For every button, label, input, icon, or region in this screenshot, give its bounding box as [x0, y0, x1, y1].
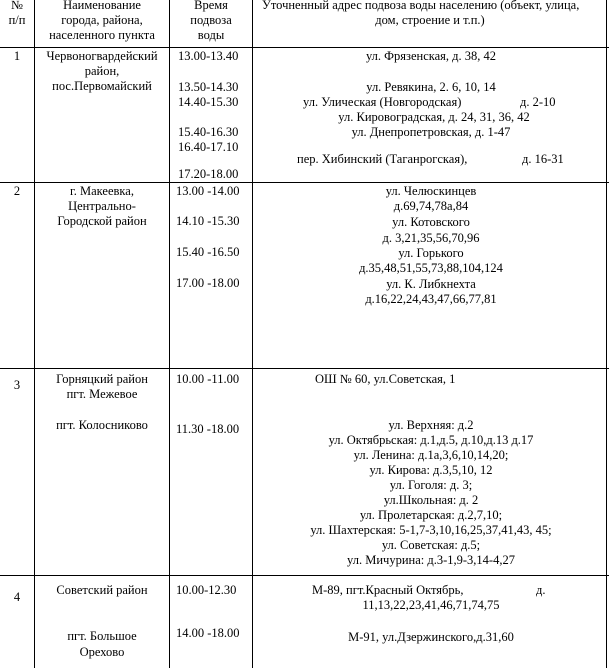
address-line: д.: [536, 583, 546, 597]
delivery-time: 15.40-16.30: [178, 125, 239, 139]
delivery-time: 14.00 -18.00: [176, 626, 240, 640]
column-divider: [252, 0, 253, 668]
place-name: пгт. Межевое: [66, 387, 138, 401]
address-line: пер. Хибинский (Таганрогская),: [297, 152, 468, 166]
address-line: ул. Советская: д.5;: [381, 538, 481, 552]
place-name: Центрально-: [68, 199, 136, 213]
address-line: д.35,48,51,55,73,88,104,124: [359, 261, 503, 275]
delivery-time: 13.50-14.30: [178, 80, 239, 94]
place-name: пгт. Колосниково: [56, 418, 148, 432]
column-divider: [34, 0, 35, 668]
address-line: ул. Кирова: д.3,5,10, 12: [369, 463, 493, 477]
header-place: Наименование: [63, 0, 141, 12]
address-line: д.16,22,24,43,47,66,77,81: [365, 292, 497, 306]
delivery-time: 15.40 -16.50: [176, 245, 240, 259]
place-name: Червоногвардейский: [46, 49, 158, 63]
row-divider: [0, 368, 609, 369]
address-line: ул.Школьная: д. 2: [383, 493, 479, 507]
delivery-time: 10.00 -11.00: [176, 372, 240, 386]
address-line: ул. Пролетарская: д.2,7,10;: [359, 508, 503, 522]
delivery-time: 16.40-17.10: [178, 140, 239, 154]
address-line: ул. Мичурина: д.3-1,9-3,14-4,27: [347, 553, 515, 567]
address-line: ул. Шахтерская: 5-1,7-3,10,16,25,37,41,43, 45;: [310, 523, 552, 537]
address-line: ул. Котовского: [392, 215, 470, 229]
header-time: воды: [197, 28, 225, 42]
place-name: Городской район: [57, 214, 147, 228]
address-line: д. 3,21,35,56,70,96: [382, 231, 480, 245]
address-line: ул. Ленина: д.1а,3,6,10,14,20;: [353, 448, 509, 462]
delivery-time: 14.40-15.30: [178, 95, 239, 109]
delivery-time: 17.20-18.00: [178, 167, 239, 181]
row-number: 4: [13, 590, 21, 604]
row-number: 1: [13, 49, 21, 63]
address-line: ул. Октябрьская: д.1,д.5, д.10,д.13 д.17: [328, 433, 534, 447]
address-line: ул. К. Либкнехта: [386, 277, 476, 291]
column-divider: [606, 0, 607, 668]
address-line: ул. Верхняя: д.2: [388, 418, 474, 432]
delivery-time: 13.00 -14.00: [176, 184, 240, 198]
place-name: г. Макеевка,: [70, 184, 134, 198]
header-time: Время: [194, 0, 228, 12]
place-name: пгт. Большое: [67, 629, 137, 643]
delivery-time: 17.00 -18.00: [176, 276, 240, 290]
header-address: Уточненный адрес подвоза воды населению (объект, улица,: [262, 0, 580, 12]
delivery-time: 11.30 -18.00: [176, 422, 240, 436]
place-name: пос.Первомайский: [52, 79, 152, 93]
address-line: ул. Горького: [398, 246, 464, 260]
address-line: ул. Гоголя: д. 3;: [389, 478, 473, 492]
header-time: подвоза: [190, 13, 232, 27]
column-divider: [169, 0, 170, 668]
header-place: города, района,: [61, 13, 143, 27]
row-divider: [0, 47, 609, 48]
address-line: ул. Фрязенская, д. 38, 42: [365, 49, 497, 63]
address-line: 11,13,22,23,41,46,71,74,75: [362, 598, 500, 612]
header-num: п/п: [8, 13, 26, 27]
place-name: Орехово: [79, 645, 125, 659]
header-place: населенного пункта: [49, 28, 155, 42]
address-line: ул. Челюскинцев: [385, 184, 477, 198]
address-line: д. 2-10: [520, 95, 556, 109]
place-name: Советский район: [56, 583, 148, 597]
address-line: ул. Улическая (Новгородская): [303, 95, 462, 109]
row-divider: [0, 575, 609, 576]
place-name: Горняцкий район: [56, 372, 148, 386]
address-line: д.69,74,78а,84: [393, 199, 469, 213]
address-line: ул. Кировоградская, д. 24, 31, 36, 42: [338, 110, 530, 124]
delivery-time: 10.00-12.30: [176, 583, 237, 597]
delivery-time: 13.00-13.40: [178, 49, 239, 63]
header-address: дом, строение и т.п.): [375, 13, 485, 27]
address-line: М-89, пгт.Красный Октябрь,: [312, 583, 464, 597]
delivery-time: 14.10 -15.30: [176, 214, 240, 228]
place-name: район,: [84, 64, 120, 78]
row-number: 2: [13, 184, 21, 198]
row-number: 3: [13, 378, 21, 392]
header-num: №: [11, 0, 23, 12]
address-line: ул. Днепропетровская, д. 1-47: [351, 125, 511, 139]
address-line: ОШ № 60, ул.Советская, 1: [315, 372, 456, 386]
row-divider: [0, 182, 609, 183]
address-line: д. 16-31: [522, 152, 564, 166]
address-line: ул. Ревякина, 2. 6, 10, 14: [366, 80, 496, 94]
address-line: М-91, ул.Дзержинского,д.31,60: [348, 630, 514, 644]
